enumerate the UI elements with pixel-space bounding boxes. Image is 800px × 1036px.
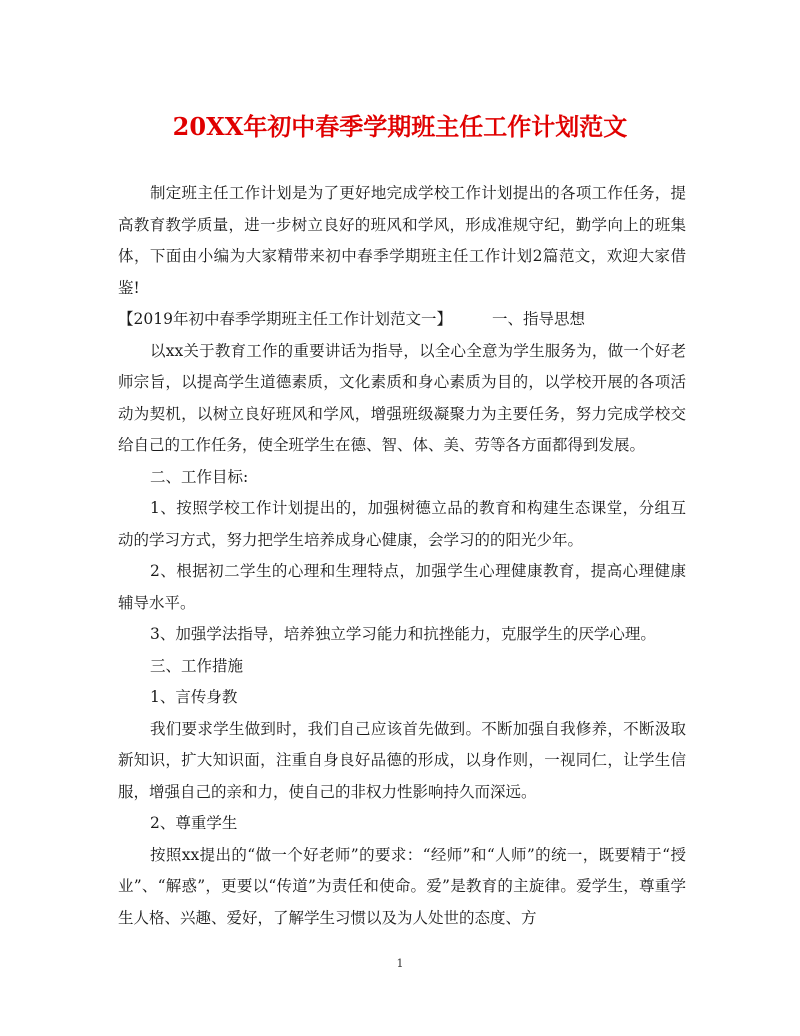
intro-paragraph: 制定班主任工作计划是为了更好地完成学校工作计划提出的各项工作任务，提高教育教学质量，进一步树立良好的班风和学风，形成准规守纪，勤学向上的班集体，下面由小编为大家精带来初中春季学期班主任工作计划2篇范文，欢迎大家借鉴! bbox=[118, 184, 686, 297]
paragraph: 2、尊重学生 bbox=[150, 814, 238, 832]
section-heading: 一、指导思想 bbox=[491, 310, 585, 328]
paragraph: 3、加强学法指导，培养独立学习能力和抗挫能力，克服学生的厌学心理。 bbox=[150, 625, 656, 643]
paragraph: 按照xx提出的“做一个好老师”的要求：“经师”和“人师”的统一，既要精于“授业”、“解惑”，更要以“传道”为责任和使命。爱”是教育的主旋律。爱学生，尊重学生人格、兴趣、爱好，了解学生习惯以及为人处世的态度、方 bbox=[118, 845, 686, 927]
paragraph: 2、根据初二学生的心理和生理特点，加强学生心理健康教育，提高心理健康辅导水平。 bbox=[118, 562, 686, 612]
document-title: 20XX年初中春季学期班主任工作计划范文 bbox=[172, 112, 628, 141]
paragraph: 三、工作措施 bbox=[150, 656, 244, 675]
paragraph: 我们要求学生做到时，我们自己应该首先做到。不断加强自我修养，不断汲取新知识，扩大知识面，注重自身良好品德的形成，以身作则，一视同仁，让学生信服，增强自己的亲和力，使自己的非权力性影响持久而深远。 bbox=[118, 719, 686, 801]
paragraph: 以xx关于教育工作的重要讲话为指导，以全心全意为学生服务为，做一个好老师宗旨，以提高学生道德素质，文化素质和身心素质为目的，以学校开展的各项活动为契机，以树立良好班风和学风，增强班级凝聚力为主要任务，努力完成学校交给自己的工作任务，使全班学生在德、智、体、美、劳等各方面都得到发展。 bbox=[118, 341, 686, 454]
section-label: 【2019年初中春季学期班主任工作计划范文一】 bbox=[118, 310, 452, 328]
section-heading-line bbox=[118, 304, 686, 336]
paragraph: 二、工作目标: bbox=[150, 467, 249, 486]
document-body bbox=[118, 178, 686, 934]
page-number: 1 bbox=[396, 957, 404, 970]
paragraph: 1、言传身教 bbox=[150, 688, 238, 706]
paragraph: 1、按照学校工作计划提出的，加强树德立品的教育和构建生态课堂，分组互动的学习方式，努力把学生培养成身心健康，会学习的的阳光少年。 bbox=[118, 499, 686, 549]
